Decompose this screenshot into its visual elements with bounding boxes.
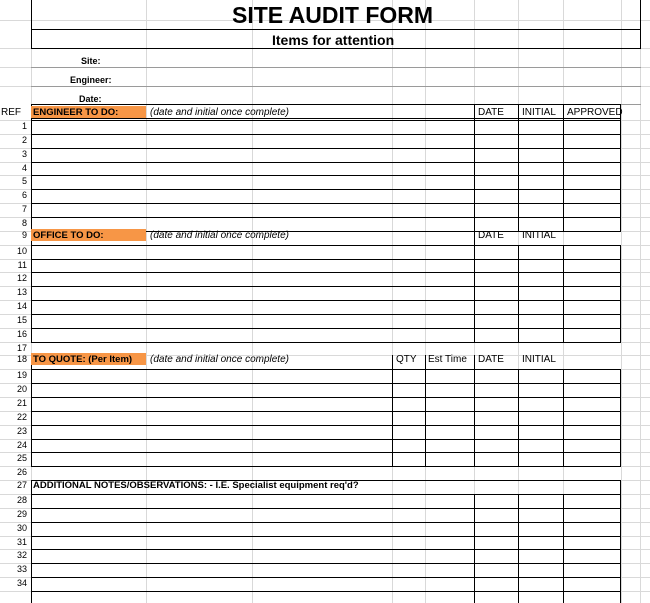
engineer-date-header: DATE	[478, 107, 504, 118]
quote-qty-header: QTY	[396, 354, 417, 365]
ref-column-header: REF	[1, 107, 21, 118]
row-number: 3	[21, 149, 27, 159]
office-section-label: OFFICE TO DO:	[33, 230, 104, 241]
form-title: SITE AUDIT FORM	[232, 2, 434, 28]
row-number: 29	[16, 509, 27, 519]
row-number: 11	[17, 260, 27, 270]
row-number: 30	[16, 523, 27, 533]
row-number: 26	[16, 467, 27, 477]
row-number: 22	[16, 412, 27, 422]
row-number: 28	[16, 495, 27, 505]
row-number: 25	[16, 453, 27, 463]
row-number: 8	[21, 218, 27, 228]
row-number: 34	[16, 578, 27, 588]
row-number: 12	[16, 273, 27, 283]
row-number: 4	[21, 163, 27, 173]
row-number: 1	[21, 121, 27, 131]
quote-instruction: (date and initial once complete)	[150, 354, 289, 365]
row-number: 19	[16, 370, 27, 380]
row-number: 16	[16, 329, 27, 339]
office-ref-number: 9	[21, 230, 27, 240]
office-instruction: (date and initial once complete)	[150, 230, 289, 241]
row-number: 14	[16, 301, 27, 311]
row-number: 31	[16, 537, 27, 547]
row-number: 20	[16, 384, 27, 394]
row-number: 6	[21, 190, 27, 200]
engineer-section-label: ENGINEER TO DO:	[33, 107, 119, 118]
row-number: 2	[21, 135, 27, 145]
quote-initial-header: INITIAL	[522, 354, 556, 365]
row-number: 7	[21, 204, 27, 214]
row-number: 23	[16, 426, 27, 436]
date-label: Date:	[79, 94, 102, 104]
quote-section-label: TO QUOTE: (Per Item)	[33, 354, 133, 365]
row-number: 13	[16, 287, 27, 297]
form-subtitle: Items for attention	[272, 32, 395, 48]
engineer-instruction: (date and initial once complete)	[150, 107, 289, 118]
row-number: 21	[16, 398, 27, 408]
row-number: 33	[16, 564, 27, 574]
engineer-initial-header: INITIAL	[522, 107, 556, 118]
engineer-label: Engineer:	[70, 75, 112, 85]
row-number: 32	[16, 550, 27, 560]
row-number: 15	[16, 315, 27, 325]
quote-est-time-header: Est Time	[428, 354, 467, 365]
office-initial-header: INITIAL	[522, 230, 556, 241]
quote-ref-number: 18	[16, 354, 27, 364]
row-number: 10	[16, 246, 27, 256]
row-number: 5	[21, 176, 27, 186]
row-number: 17	[16, 343, 27, 353]
notes-section-label: ADDITIONAL NOTES/OBSERVATIONS: - I.E. Specialist equipment req'd?	[33, 480, 359, 491]
site-label: Site:	[81, 56, 101, 66]
notes-ref-number: 27	[16, 480, 27, 490]
quote-date-header: DATE	[478, 354, 504, 365]
row-number: 24	[16, 440, 27, 450]
office-date-header: DATE	[478, 230, 504, 241]
engineer-approved-header: APPROVED	[567, 107, 623, 118]
